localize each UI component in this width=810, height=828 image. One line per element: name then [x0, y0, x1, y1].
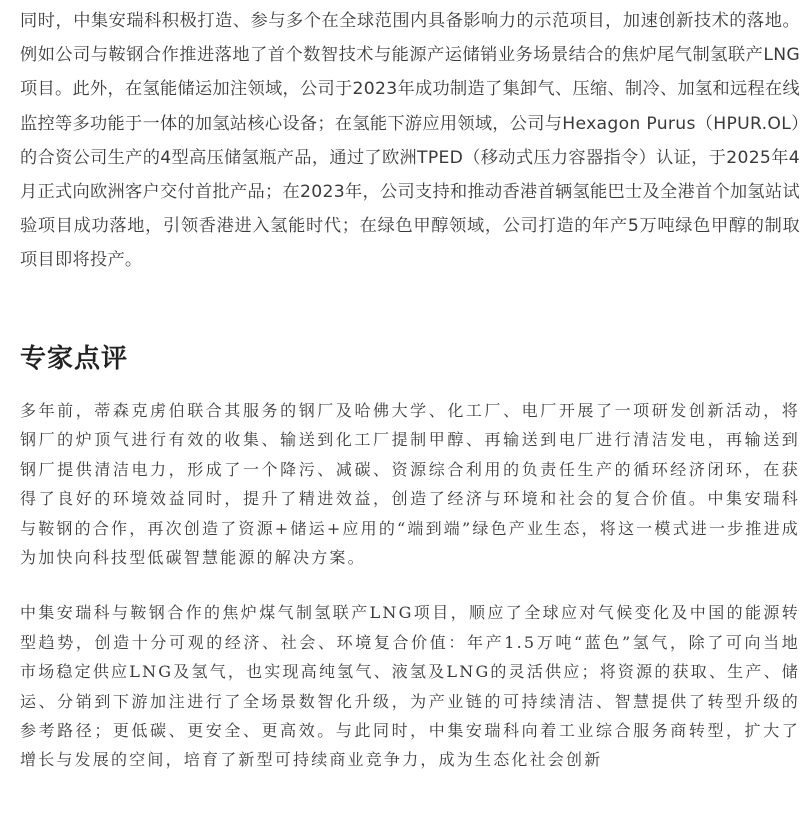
expert-comment: [20, 396, 800, 801]
intro-paragraph: 同时，中集安瑞科积极打造、参与多个在全球范围内具备影响力的示范项目，加速创新技术的落地。例如公司与鞍钢合作推进落地了首个数智技术与能源产运储销业务场景结合的焦炉尾气制氢联产LNG项目。此外，在氢能储运加注领域，公司于2023年成功制造了集卸气、压缩、制冷、加氢和远程在线监控等多功能于一体的加氢站核心设备；在氢能下游应用领域，公司与Hexagon Purus（HPUR.OL）的合资公司生产的4型高压储氢瓶产品，通过了欧洲TPED（移动式压力容器指令）认证，于2025年4月正式向欧洲客户交付首批产品；在2023年，公司支持和推动香港首辆氢能巴士及全港首个加氢站试验项目成功落地，引领香港进入氢能时代；在绿色甲醇领域，公司打造的年产5万吨绿色甲醇的制取项目即将投产。: [20, 11, 800, 271]
comment-paragraph: 中集安瑞科与鞍钢合作的焦炉煤气制氢联产LNG项目，顺应了全球应对气候变化及中国的能源转型趋势，创造十分可观的经济、社会、环境复合价值：年产1.5万吨“蓝色”氢气，除了可向当地市场稳定供应LNG及氢气，也实现高纯氢气、液氢及LNG的灵活供应；将资源的获取、生产、储运、分销到下游加注进行了全场景数智化升级，为产业链的可持续清洁、智慧提供了转型升级的参考路径；更低碳、更安全、更高效。与此同时，中集安瑞科向着工业综合服务商转型，扩大了增长与发展的空间，培育了新型可持续商业竞争力，成为生态化社会创新: [20, 603, 800, 770]
comment-paragraph: 多年前，蒂森克虏伯联合其服务的钢厂及哈佛大学、化工厂、电厂开展了一项研发创新活动，将钢厂的炉顶气进行有效的收集、输送到化工厂提制甲醇、再输送到电厂进行清洁发电，再输送到钢厂提供清洁电力，形成了一个降污、减碳、资源综合利用的负责任生产的循环经济闭环，在获得了良好的环境效益同时，提升了精进效益，创造了经济与环境和社会的复合价值。中集安瑞科与鞍钢的合作，再次创造了资源+储运+应用的“端到端”绿色产业生态，将这一模式进一步推进成为加快向科技型低碳智慧能源的解决方案。: [20, 401, 800, 568]
section-heading: 专家点评: [20, 344, 129, 374]
article-body: [20, 0, 800, 770]
